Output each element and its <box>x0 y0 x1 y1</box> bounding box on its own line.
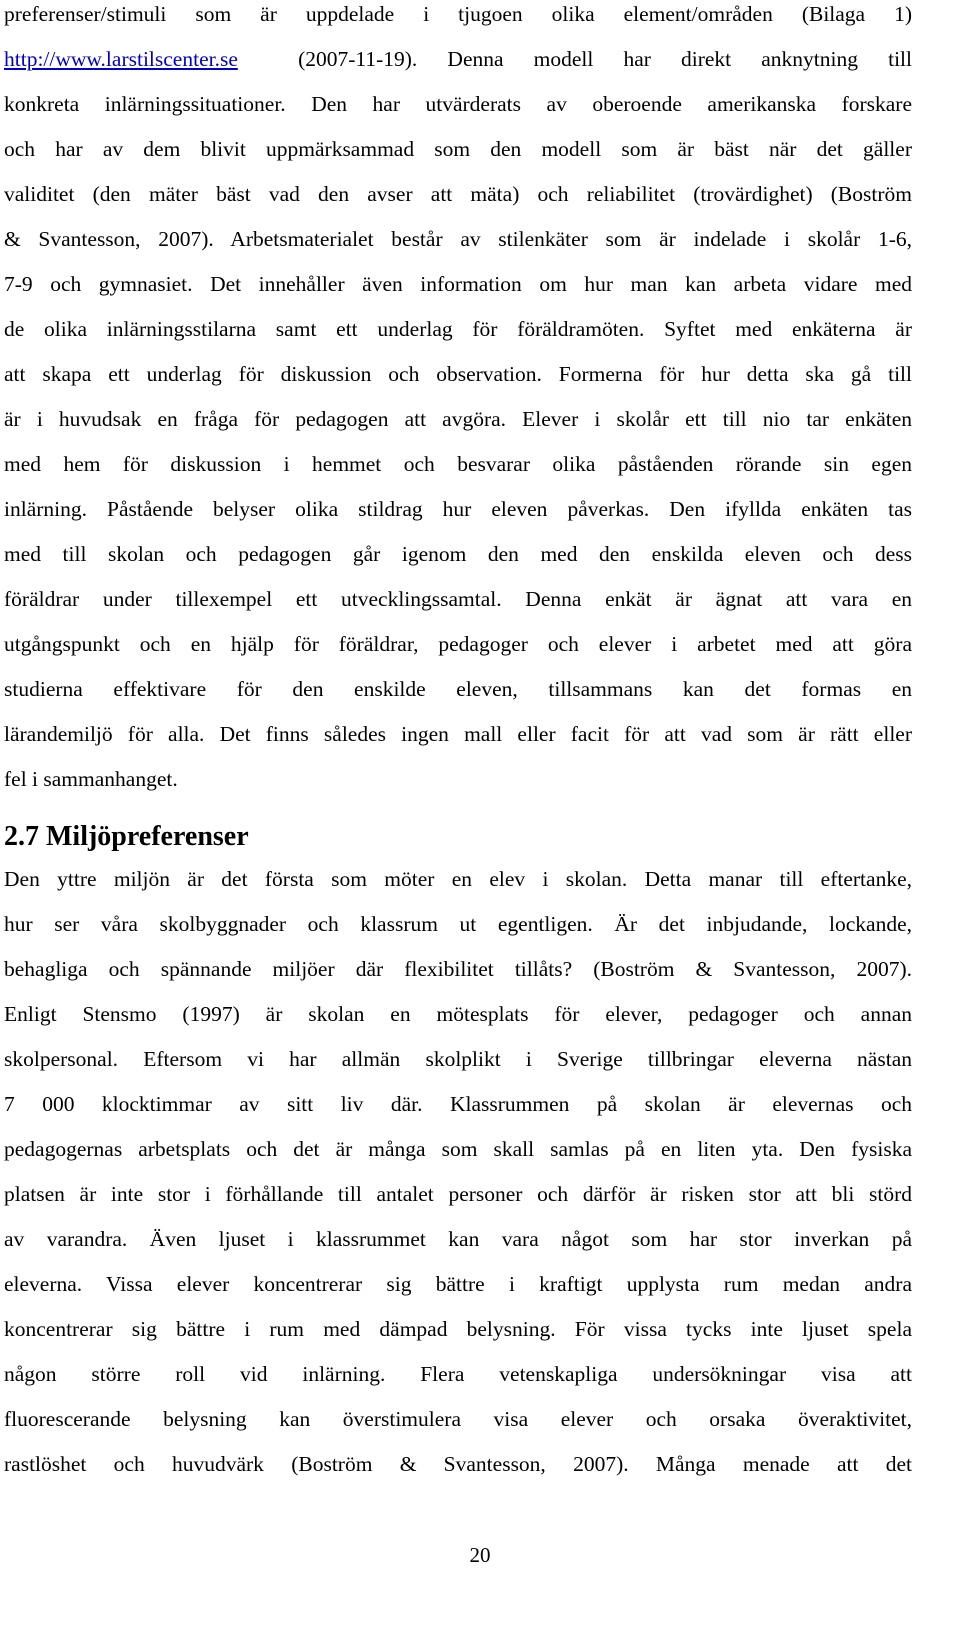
text-line: någon större roll vid inlärning. Flera vetenskapliga undersökningar visa att <box>4 1362 912 1386</box>
text-line: eleverna. Vissa elever koncentrerar sig bättre i kraftigt upplysta rum medan andra <box>4 1272 912 1296</box>
paragraph-learning-styles <box>4 0 912 802</box>
text-line: med till skolan och pedagogen går igenom den med den enskilda eleven och dess <box>4 542 912 566</box>
section-heading: 2.7 Miljöpreferenser <box>4 821 249 852</box>
text-line: utgångspunkt och en hjälp för föräldrar, pedagoger och elever i arbetet med att göra <box>4 632 912 656</box>
larstilscenter-link[interactable]: http://www.larstilscenter.se <box>4 47 238 71</box>
text-line: validitet (den mäter bäst vad den avser att mäta) och reliabilitet (trovärdighet) (Boström <box>4 182 912 206</box>
text-line: preferenser/stimuli som är uppdelade i tjugoen olika element/områden (Bilaga 1) <box>4 2 912 26</box>
text-line: 7-9 och gymnasiet. Det innehåller även information om hur man kan arbeta vidare med <box>4 272 912 296</box>
text-fragment: (2007-11-19). Denna modell har direkt anknytning till <box>298 47 913 71</box>
text-line: Enligt Stensmo (1997) är skolan en mötesplats för elever, pedagoger och annan <box>4 1002 912 1026</box>
text-line: att skapa ett underlag för diskussion och observation. Formerna för hur detta ska gå till <box>4 362 912 386</box>
text-line: & Svantesson, 2007). Arbetsmaterialet består av stilenkäter som är indelade i skolår 1-6, <box>4 227 912 251</box>
text-line: de olika inlärningsstilarna samt ett underlag för föräldramöten. Syftet med enkäterna är <box>4 317 912 341</box>
text-line: hur ser våra skolbyggnader och klassrum ut egentligen. Är det inbjudande, lockande, <box>4 912 912 936</box>
text-line: skolpersonal. Eftersom vi har allmän skolplikt i Sverige tillbringar eleverna nästan <box>4 1047 912 1071</box>
text-line: är i huvudsak en fråga för pedagogen att avgöra. Elever i skolår ett till nio tar enkäten <box>4 407 912 431</box>
paragraph-environment-preferences <box>4 857 912 1487</box>
text-line: Den yttre miljön är det första som möter en elev i skolan. Detta manar till eftertanke, <box>4 867 912 891</box>
text-line: inlärning. Påstående belyser olika stildrag hur eleven påverkas. Den ifyllda enkäten tas <box>4 497 912 521</box>
text-line: pedagogernas arbetsplats och det är många som skall samlas på en liten yta. Den fysiska <box>4 1137 912 1161</box>
text-line-with-link <box>4 37 912 82</box>
text-line: konkreta inlärningssituationer. Den har utvärderats av oberoende amerikanska forskare <box>4 92 912 116</box>
text-line: och har av dem blivit uppmärksammad som den modell som är bäst när det gäller <box>4 137 912 161</box>
text-line: fluorescerande belysning kan överstimulera visa elever och orsaka överaktivitet, <box>4 1407 912 1431</box>
text-line: föräldrar under tillexempel ett utvecklingssamtal. Denna enkät är ägnat att vara en <box>4 587 912 611</box>
text-line: behagliga och spännande miljöer där flexibilitet tillåts? (Boström & Svantesson, 2007). <box>4 957 912 981</box>
text-line: studierna effektivare för den enskilde eleven, tillsammans kan det formas en <box>4 677 912 701</box>
page-number: 20 <box>469 1543 491 1567</box>
text-line: koncentrerar sig bättre i rum med dämpad belysning. För vissa tycks inte ljuset spela <box>4 1317 912 1341</box>
text-line: lärandemiljö för alla. Det finns således ingen mall eller facit för att vad som är rätt eller <box>4 722 912 746</box>
text-line: rastlöshet och huvudvärk (Boström & Svantesson, 2007). Många menade att det <box>4 1452 912 1476</box>
text-line: fel i sammanhanget. <box>4 767 178 791</box>
text-line: platsen är inte stor i förhållande till antalet personer och därför är risken stor att bli störd <box>4 1182 912 1206</box>
text-line: med hem för diskussion i hemmet och besvarar olika påståenden rörande sin egen <box>4 452 912 476</box>
text-line: 7 000 klocktimmar av sitt liv där. Klassrummen på skolan är elevernas och <box>4 1092 912 1116</box>
text-line: av varandra. Även ljuset i klassrummet kan vara något som har stor inverkan på <box>4 1227 912 1251</box>
